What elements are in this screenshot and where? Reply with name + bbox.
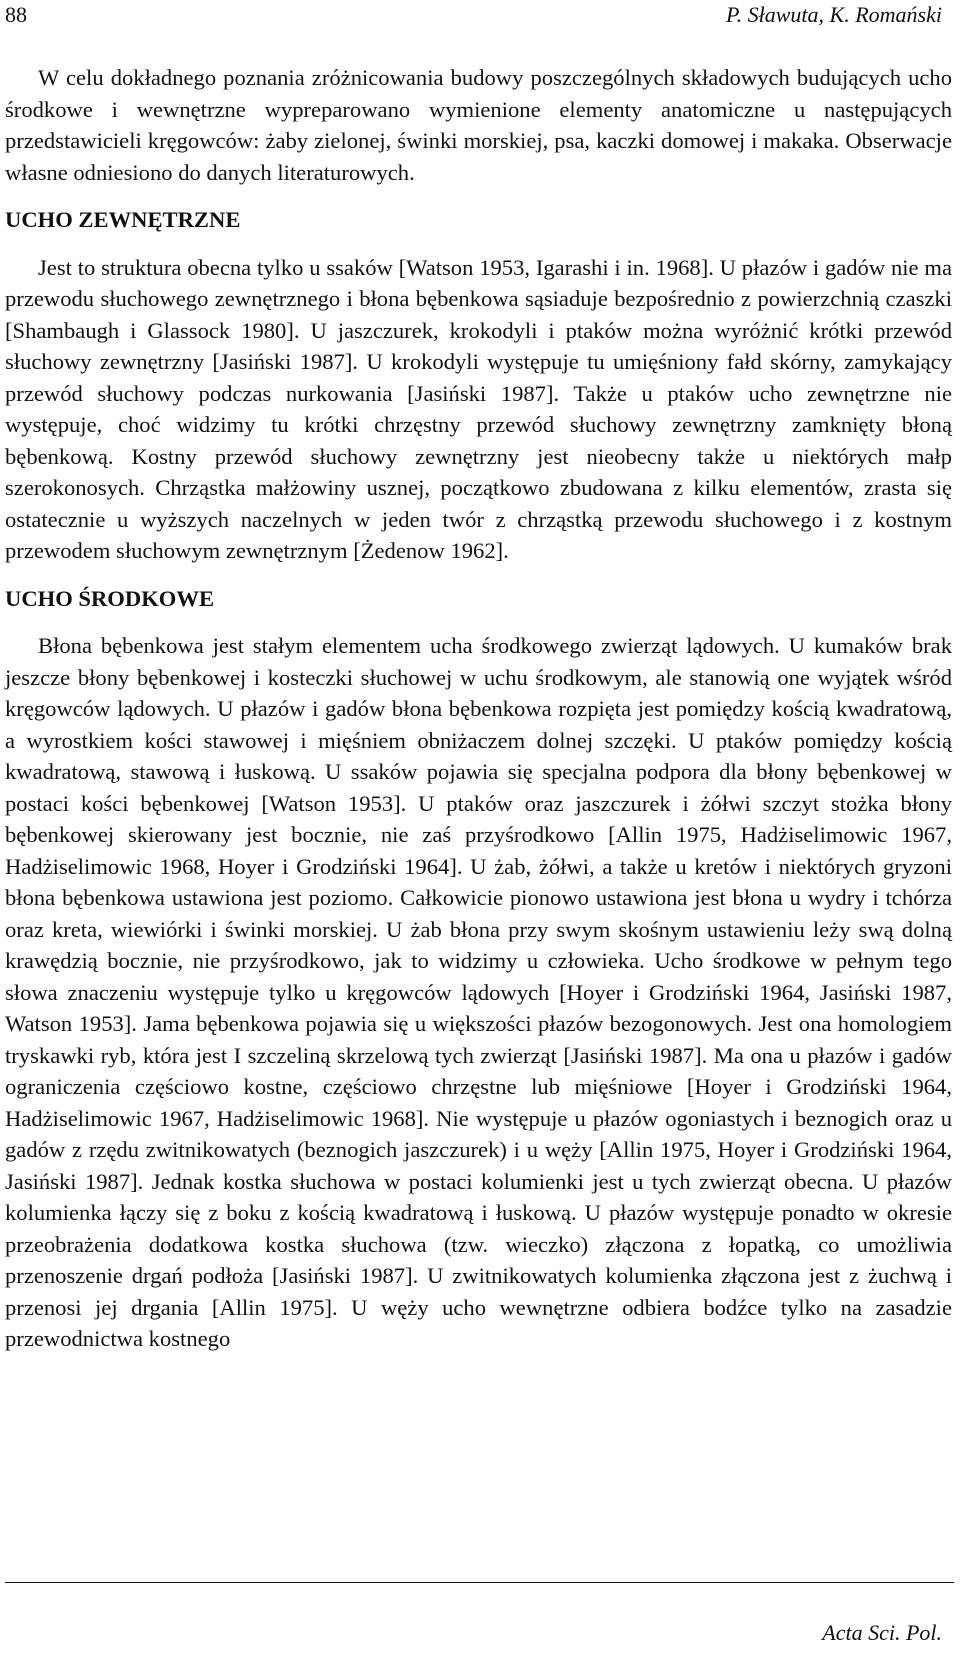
- footer-divider: [5, 1582, 954, 1583]
- section-heading-middle-ear: UCHO ŚRODKOWE: [5, 585, 215, 611]
- intro-paragraph: W celu dokładnego poznania zróżnicowania budowy poszczególnych składowych budujących ucho środkowe i wewnętrzne wypreparowano wymienione elementy anatomiczne u następujących przedstawicieli kręgowców: żaby zielonej, świnki morskiej, psa, kaczki domowej i makaka. Obserwacje własne odniesiono do danych literaturowych.: [5, 65, 952, 185]
- journal-name: Acta Sci. Pol.: [822, 1620, 942, 1645]
- section-heading-outer-ear: UCHO ZEWNĘTRZNE: [5, 207, 241, 232]
- page-number: 88: [5, 2, 27, 27]
- article-body: [5, 62, 952, 1355]
- running-head-authors: P. Sławuta, K. Romański: [726, 2, 942, 27]
- outer-ear-paragraph: Jest to struktura obecna tylko u ssaków [Watson 1953, Igarashi i in. 1968]. U płazów i gadów nie ma przewodu słuchowego zewnętrznego i błona bębenkowa sąsiaduje bezpośrednio z powierzchnią czaszki [Shambaugh i Glassock 1980]. U jaszczurek, krokodyli i ptaków można wyróżnić krótki przewód słuchowy zewnętrzny [Jasiński 1987]. U krokodyli występuje tu umięśniony fałd skórny, zamykający przewód słuchowy podczas nurkowania [Jasiński 1987]. Także u ptaków ucho zewnętrzne nie występuje, choć widzimy tu krótki chrzęstny przewód słuchowy zewnętrzny zamknięty błoną bębenkową. Kostny przewód słuchowy zewnętrzny jest nieobecny także u niektórych małp szerokonosych. Chrząstka małżowiny usznej, początkowo zbudowana z kilku elementów, zrasta się ostatecznie u wyższych naczelnych w jeden twór z chrząstką przewodu słuchowego i z kostnym przewodem słuchowym zewnętrznym [Żedenow 1962].: [5, 254, 952, 563]
- page-header: [0, 0, 960, 40]
- middle-ear-paragraph: Błona bębenkowa jest stałym elementem ucha środkowego zwierząt lądowych. U kumaków brak jeszcze błony bębenkowej i kosteczki słuchowej w uchu środkowym, ale stanowią one wyjątek wśród kręgowców lądowych. U płazów i gadów błona bębenkowa rozpięta jest pomiędzy kością kwadratową, a wyrostkiem kości stawowej i mięśniem obniżaczem dolnej szczęki. U ptaków pomiędzy kością kwadratową, stawową i łuskową. U ssaków pojawia się specjalna podpora dla błony bębenkowej w postaci kości bębenkowej [Watson 1953]. U ptaków oraz jaszczurek i żółwi szczyt stożka błony bębenkowej skierowany jest bocznie, nie zaś przyśrodkowo [Allin 1975, Hadżiselimowic 1967, Hadżiselimowic 1968, Hoyer i Grodziński 1964]. U żab, żółwi, a także u kretów i niektórych gryzoni błona bębenkowa ustawiona jest poziomo. Całkowicie pionowo ustawiona jest błona u wydry i tchórza oraz kreta, wiewiórki i świnki morskiej. U żab błona przy swym skośnym ustawieniu leży swą dolną krawędzią bocznie, nie przyśrodkowo, jak to widzimy u człowieka. Ucho środkowe w pełnym tego słowa znaczeniu występuje tylko u kręgowców lądowych [Hoyer i Grodziński 1964, Jasiński 1987, Watson 1953]. Jama bębenkowa pojawia się u większości płazów bezogonowych. Jest ona homologiem tryskawki ryb, która jest I szczeliną skrzelową tych zwierząt [Jasiński 1987]. Ma ona u płazów i gadów ograniczenia częściowo kostne, częściowo chrzęstne lub mięśniowe [Hoyer i Grodziński 1964, Hadżiselimowic 1967, Hadżiselimowic 1968]. Nie występuje u płazów ogoniastych i beznogich oraz u gadów z rzędu zwitnikowatych (beznogich jaszczurek) i u węży [Allin 1975, Hoyer i Grodziński 1964, Jasiński 1987]. Jednak kostka słuchowa w postaci kolumienki jest u tych zwierząt obecna. U płazów kolumienka łączy się z boku z kością kwadratową i łuskową. U płazów występuje ponadto w okresie przeobrażenia dodatkowa kostka słuchowa (tzw. wieczko) złączona z łopatką, co umożliwia przenoszenie drgań podłoża [Jasiński 1987]. U zwitnikowatych kolumienka złączona jest z żuchwą i przenosi jej drgania [Allin 1975]. U węży ucho wewnętrzne odbiera bodźce tylko na zasadzie przewodnictwa kostnego: [5, 633, 952, 1351]
